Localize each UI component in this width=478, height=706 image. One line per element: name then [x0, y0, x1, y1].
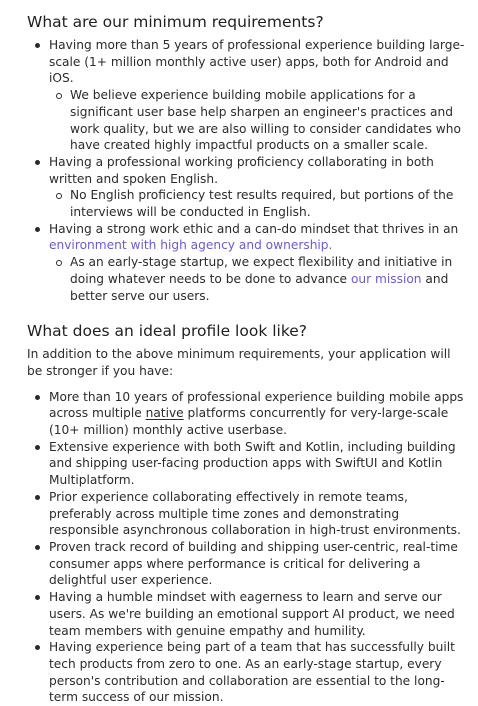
sub-list-item — [49, 187, 468, 220]
list-item-text: Having a professional working proficiency collaborating in both written and spoken English. — [49, 154, 434, 186]
sub-list-item — [49, 87, 468, 154]
list-item-text: Proven track record of building and shipping user-centric, real-time consumer apps where performance is critical for delivering a delightful user experience. — [49, 539, 458, 588]
list-item — [27, 389, 468, 439]
underlined-native: native — [145, 406, 184, 421]
sub-list-item-text: No English proficiency test results required, but portions of the interviews will be conducted in English. — [70, 188, 454, 220]
sub-list-item-text: We believe experience building mobile applications for a significant user base help sharpen an engineer's practices and work quality, but we are also willing to consider candidates who have created highly impactful products on a smaller scale. — [70, 88, 461, 153]
list-item-text: Having experience being part of a team that has successfully built tech products from zero to one. As an early-stage startup, every person's contribution and collaboration are essential to the long-term success of our mission. — [49, 640, 455, 705]
sub-list-item-text: As an early-stage startup, we expect flexibility and initiative in doing whatever needs to be done to advance — [70, 255, 453, 286]
sub-list-item-text-end: and better serve our users. — [70, 271, 449, 303]
list-item-text-end: platforms concurrently for very-large-scale (10+ million) monthly active userbase. — [49, 406, 449, 438]
our-mission-link[interactable]: our mission — [350, 271, 422, 286]
sub-list — [49, 187, 468, 220]
list-item-text: Extensive experience with both Swift and Kotlin, including building and shipping user-facing production apps with SwiftUI and Kotlin Multiplatform. — [49, 439, 456, 488]
list-item — [27, 221, 468, 305]
list-item — [27, 37, 468, 154]
list-item-text: Having more than 5 years of professional experience building large-scale (1+ million monthly active user) apps, both for Android and iOS. — [49, 38, 465, 86]
list-item — [27, 489, 468, 539]
list-item — [27, 154, 468, 221]
list-item — [27, 589, 468, 639]
section-heading-minimum-requirements: What are our minimum requirements? — [27, 13, 324, 31]
list-item — [27, 639, 468, 706]
sub-list — [49, 254, 468, 304]
list-item-text: More than 10 years of professional experience building mobile apps across multiple — [49, 389, 464, 421]
section-intro: In addition to the above minimum requirements, your application will be stronger if you have: — [27, 347, 451, 378]
agency-ownership-link[interactable]: environment with high agency and ownership. — [49, 238, 333, 253]
sub-list — [49, 87, 468, 154]
ideal-profile-list — [27, 389, 468, 706]
list-item-text: Prior experience collaborating effectively in remote teams, preferably across multiple time zones and demonstrating responsible asynchronous collaboration in high-trust environments. — [49, 489, 461, 538]
minimum-requirements-list — [27, 37, 468, 304]
list-item — [27, 539, 468, 589]
list-item-text: Having a humble mindset with eagerness to learn and serve our users. As we're building an emotional support AI product, we need team members with genuine empathy and humility. — [49, 590, 455, 638]
list-item-text: Having a strong work ethic and a can-do mindset that thrives in an — [49, 221, 459, 236]
sub-list-item — [49, 254, 468, 304]
section-heading-ideal-profile: What does an ideal profile look like? — [27, 322, 308, 341]
list-item — [27, 439, 468, 489]
